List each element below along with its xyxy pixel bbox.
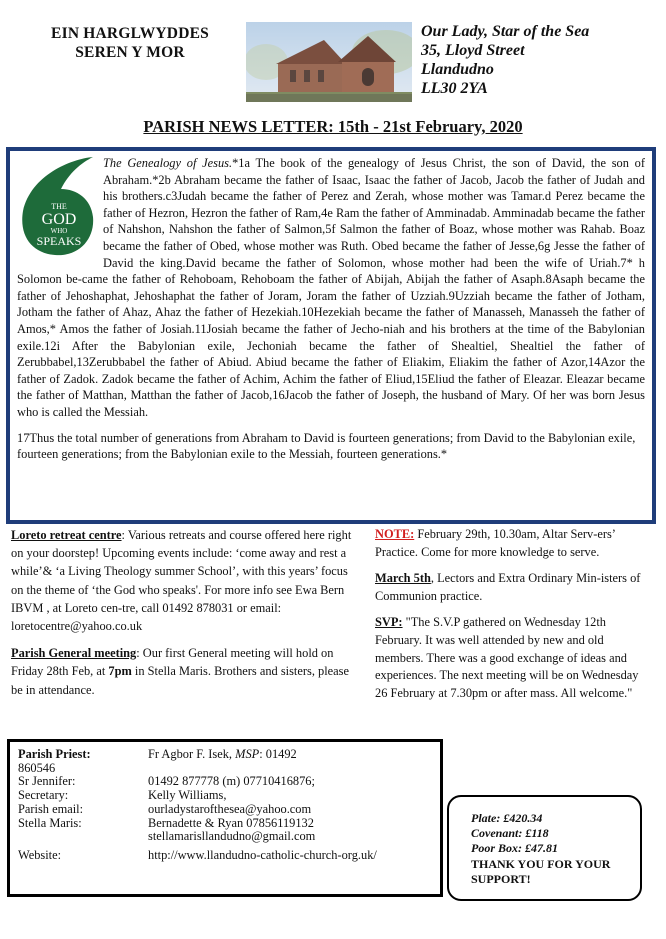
address-line-1: Our Lady, Star of the Sea (421, 23, 590, 40)
march-notice (375, 570, 653, 605)
thank-you-message: THANK YOU FOR YOUR SUPPORT! (471, 856, 611, 886)
logo-text-the: THE (51, 202, 67, 211)
loreto-heading: Loreto retreat centre (11, 528, 122, 542)
meeting-notice (11, 644, 363, 699)
contact-box (7, 739, 443, 897)
march-heading: March 5th (375, 571, 431, 586)
contact-list (18, 748, 436, 863)
logo-text-speaks: SPEAKS (36, 234, 82, 248)
contact-row-priest (18, 748, 436, 762)
stella-value: Bernadette & Ryan 07856119132 (148, 815, 314, 830)
secretary-label: Secretary: (18, 788, 69, 803)
address-line-2: 35, Lloyd Street (421, 42, 525, 59)
website-label: Website: (18, 847, 62, 862)
parish-address (421, 22, 656, 98)
loreto-body: : Various retreats and course offered here right on your doorstep! Upcoming events include: ‘come away and rest a while’& ‘a Living Theology summer School’, with this years’ focus on the theme of ‘the God who speaks'. For more info see Ewa Bern IBVM , at Loreto cen-tre, call 01492 878031 or email: loretocentre@yahoo.co.uk (11, 528, 352, 634)
march-body: , Lectors and Extra Ordinary Min-isters of Communion practice. (375, 571, 641, 603)
gospel-body: *1a The book of the genealogy of Jesus Christ, the son of David, the son of Abraham.*2b Abraham became the father of Isaac, Isaac the father of Jacob, Jacob the father of Judah and his brothers.c3Judah became the father of Perez and Zerah, whose mother was Tamar.d Perez became the father of Hezron, Hezron the father of Ram,4e Ram the father of Amminadab. Amminadab became the father of Nahshon, Nahshon the father of Salmon,5f Salmon the father of Boaz, whose mother was Rahab. Boaz became the father of Obed, whose mother was Ruth. Obed became the father of Jesse,6g Jesse the father of David the king.David became the father of Solomon, whose mother had been the wife of Uriah.7* h Solomon be-came the father of Rehoboam, Rehoboam the father of Abijah, Abijah the father of Asaph.8Asaph became the father of Jehoshaphat, Jehoshaphat the father of Joram, Joram the father of Uzziah.9Uzziah became the father of Jotham, Jotham the father of Ahaz, Ahaz the father of Hezekiah.10Hezekiah became the father of Manasseh, Manasseh the father of Amos,* Amos the father of Josiah.11Josiah became the father of Jecho-niah and his brothers at the time of the Babylonian exile.12i After the Babylonian exile, Jechoniah became the father of Shealtiel, Shealtiel the father of Zerubbabel,13Zerubbabel the father of Abiud. Abiud became the father of Eliakim, Eliakim the father of Azor,14Azor the father of Zadok. Zadok became the father of Achim, Achim the father of Eliud,15Eliud the father of Eleazar. Eleazar became the father of Matthan, Matthan the father of Jacob,16Jacob the father of Joseph, the husband of Mary. Of her was born Jesus who is called the Messiah. (17, 156, 645, 419)
gospel-reading-box (6, 147, 656, 524)
website-link[interactable]: http://www.llandudno-catholic-church-org.uk/ (148, 847, 377, 862)
jennifer-value: 01492 877778 (m) 07710416876; (148, 774, 315, 789)
left-notices-column (11, 526, 363, 708)
contact-row-email (18, 803, 436, 817)
contact-row-stella-email (18, 830, 436, 844)
contact-row-jennifer (18, 775, 436, 789)
svp-body: "The S.V.P gathered on Wednesday 12th February. It was well attended by new and old members. There was a good exchange of ideas and experiences. The next meeting will be on Wednesday 26 February at 7.30pm or after mass. All welcome." (375, 615, 639, 700)
address-line-4: LL30 2YA (421, 80, 488, 97)
address-line-3: Llandudno (421, 61, 494, 78)
collection-box (447, 795, 642, 901)
contact-row-website (18, 849, 436, 863)
meeting-body-2: in Stella Maris. Brothers and sisters, please be in attendance. (11, 664, 349, 697)
note-heading: NOTE: (375, 527, 415, 541)
god-who-speaks-logo (17, 155, 103, 267)
poorbox-amount: Poor Box: £47.81 (471, 841, 558, 856)
jennifer-label: Sr Jennifer: (18, 774, 76, 789)
logo-text-god: GOD (41, 211, 77, 228)
welsh-parish-name (30, 24, 230, 62)
priest-label: Parish Priest: (18, 747, 91, 761)
covenant-amount: Covenant: £118 (471, 826, 549, 841)
svp-notice (375, 614, 653, 702)
priest-phone: : 01492 (259, 747, 297, 761)
church-photo (246, 22, 412, 102)
secretary-value: Kelly Williams, (148, 788, 227, 803)
note-notice (375, 526, 653, 561)
meeting-body-1: : Our first General meeting will hold on Friday 28th Feb, at (11, 646, 334, 679)
meeting-heading: Parish General meeting (11, 646, 137, 661)
newsletter-title: PARISH NEWS LETTER: 15th - 21st February, 2020 (143, 117, 523, 136)
stella-label: Stella Maris: (18, 815, 82, 830)
priest-value (148, 748, 436, 762)
loreto-notice (11, 526, 363, 635)
welsh-line-1: EIN HARGLWYDDES (51, 25, 209, 42)
right-notices-column (375, 526, 653, 711)
priest-phone-continued: 860546 (18, 760, 56, 775)
priest-name: Fr Agbor F. Isek, (148, 747, 236, 761)
logo-text-who: WHO (50, 227, 68, 235)
stella-email[interactable]: stellamarisllandudno@gmail.com (148, 829, 316, 844)
welsh-line-2: SEREN Y MOR (75, 44, 185, 61)
contact-row-stella (18, 817, 436, 831)
email-label: Parish email: (18, 801, 84, 816)
gospel-heading: The Genealogy of Jesus. (103, 156, 233, 170)
email-value[interactable]: ourladystarofthesea@yahoo.com (148, 801, 312, 816)
plate-amount: Plate: £420.34 (471, 811, 543, 825)
note-body: February 29th, 10.30am, Altar Serv-ers’ Practice. Come for more knowledge to serve. (375, 527, 615, 559)
meeting-time: 7pm (108, 664, 132, 679)
gospel-conclusion: 17Thus the total number of generations from Abraham to David is fourteen generations; from David to the Babylonian exile, fourteen generations; from the Babylonian exile to the Messiah, fourteen generations.* (17, 430, 636, 462)
gospel-paragraph (17, 155, 645, 421)
priest-title: MSP (235, 747, 260, 761)
gospel-text (17, 155, 645, 463)
contact-row-secretary (18, 789, 436, 803)
svp-heading: SVP: (375, 615, 403, 630)
